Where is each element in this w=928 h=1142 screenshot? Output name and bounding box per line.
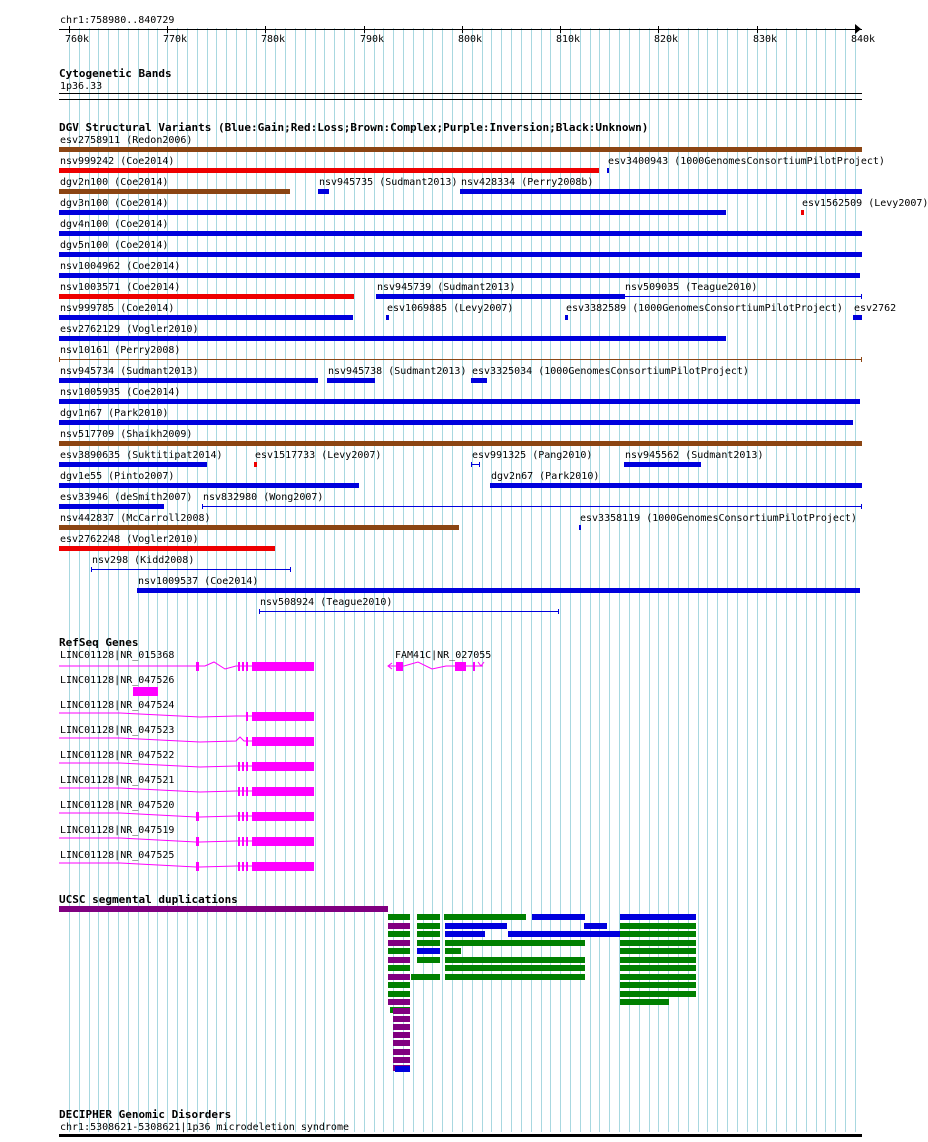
segdup-block[interactable]	[388, 940, 410, 946]
segdup-block[interactable]	[508, 931, 620, 937]
segdup-block[interactable]	[620, 999, 669, 1005]
refseq-gene-label[interactable]: LINC01128|NR_047520	[60, 800, 175, 811]
segdup-block[interactable]	[417, 957, 440, 963]
segdup-block[interactable]	[388, 999, 410, 1005]
dgv-track-title: DGV Structural Variants (Blue:Gain;Red:Loss;Brown:Complex;Purple:Inversion;Black:Unknown)	[59, 121, 649, 134]
dgv-feature-label[interactable]: esv2762248 (Vogler2010)	[60, 534, 199, 545]
dgv-feature-bar[interactable]	[59, 294, 354, 299]
refseq-gene-label[interactable]: LINC01128|NR_047524	[60, 700, 175, 711]
segdup-block[interactable]	[417, 948, 440, 954]
ruler-tick-label: 800k	[458, 34, 483, 45]
dgv-feature-label[interactable]: dgv2n100 (Coe2014)	[60, 177, 169, 188]
exon-block	[252, 662, 314, 671]
dgv-feature-label[interactable]: esv991325 (Pang2010)	[472, 450, 593, 461]
segdup-block[interactable]	[445, 974, 585, 980]
dgv-feature-label[interactable]: esv33946 (deSmith2007)	[60, 492, 193, 503]
dgv-feature-label[interactable]: dgv3n100 (Coe2014)	[60, 198, 169, 209]
cytoband-bar[interactable]	[59, 93, 862, 94]
dgv-feature-bar[interactable]	[59, 315, 353, 320]
dgv-feature-label[interactable]: nsv428334 (Perry2008b)	[461, 177, 594, 188]
dgv-feature-bar[interactable]	[318, 189, 329, 194]
dgv-feature-label[interactable]: nsv832980 (Wong2007)	[203, 492, 324, 503]
ruler-tick	[364, 26, 365, 33]
segdup-block[interactable]	[388, 948, 410, 954]
region-range-label: chr1:758980..840729	[60, 15, 175, 26]
ruler-tick-label: 760k	[65, 34, 90, 45]
segdup-block[interactable]	[620, 974, 696, 980]
segdup-block[interactable]	[445, 948, 461, 954]
ruler-tick	[757, 26, 758, 33]
dgv-feature-line[interactable]	[91, 569, 291, 570]
dgv-feature-bar[interactable]	[59, 441, 862, 446]
dgv-feature-cap	[558, 609, 559, 614]
ruler-tick	[462, 26, 463, 33]
dgv-feature-bar[interactable]	[59, 462, 207, 467]
segdup-block[interactable]	[393, 1040, 410, 1046]
segdup-block[interactable]	[445, 965, 585, 971]
exon-block	[133, 687, 158, 696]
dgv-feature-bar[interactable]	[59, 147, 862, 152]
dgv-feature-label[interactable]: nsv1005935 (Coe2014)	[60, 387, 181, 398]
decipher-track-title: DECIPHER Genomic Disorders	[59, 1108, 232, 1121]
refseq-gene-label[interactable]: LINC01128|NR_047525	[60, 850, 175, 861]
segdup-block[interactable]	[620, 948, 696, 954]
dgv-feature-label[interactable]: nsv945562 (Sudmant2013)	[625, 450, 764, 461]
segdup-block[interactable]	[620, 965, 696, 971]
dgv-feature-bar[interactable]	[59, 168, 599, 173]
segdup-block[interactable]	[388, 923, 410, 929]
intron-line	[59, 863, 252, 867]
refseq-gene-label[interactable]: LINC01128|NR_047523	[60, 725, 175, 736]
intron-line	[59, 713, 252, 717]
segdup-block[interactable]	[445, 923, 507, 929]
ruler-axis-line	[59, 29, 862, 30]
dgv-feature-label[interactable]: dgv1n67 (Park2010)	[60, 408, 169, 419]
dgv-feature-label[interactable]: nsv517709 (Shaikh2009)	[60, 429, 193, 440]
exon-block	[455, 662, 466, 671]
intron-line	[59, 788, 252, 792]
exon-block	[242, 787, 244, 796]
segdup-block[interactable]	[417, 923, 440, 929]
intron-line	[59, 838, 252, 842]
dgv-feature-label[interactable]: dgv2n67 (Park2010)	[491, 471, 600, 482]
segdup-block[interactable]	[417, 940, 440, 946]
dgv-feature-bar[interactable]	[59, 546, 275, 551]
segdup-block[interactable]	[620, 923, 696, 929]
dgv-feature-line[interactable]	[624, 296, 862, 297]
segdup-block[interactable]	[395, 1066, 410, 1072]
dgv-feature-label[interactable]: esv3382589 (1000GenomesConsortiumPilotProject)	[566, 303, 843, 314]
segdup-block[interactable]	[620, 931, 696, 937]
dgv-feature-bar[interactable]	[853, 315, 862, 320]
cytoband-bar-lower	[59, 99, 862, 100]
ruler-tick-label: 840k	[851, 34, 876, 45]
ruler-tick	[658, 26, 659, 33]
exon-block	[238, 837, 240, 846]
intron-line	[59, 737, 252, 742]
exon-block	[252, 762, 314, 771]
segdup-block[interactable]	[388, 931, 410, 937]
dgv-feature-bar[interactable]	[59, 420, 853, 425]
dgv-feature-cap	[59, 357, 60, 362]
segdup-block[interactable]	[445, 957, 585, 963]
dgv-feature-bar[interactable]	[490, 483, 862, 488]
ruler-arrow-icon	[855, 24, 861, 34]
dgv-feature-bar[interactable]	[386, 315, 389, 320]
segdup-block[interactable]	[393, 1024, 410, 1030]
segdup-block[interactable]	[393, 1016, 410, 1022]
dgv-feature-bar[interactable]	[59, 273, 860, 278]
exon-block	[242, 762, 244, 771]
intron-line	[59, 763, 252, 767]
segdup-block[interactable]	[620, 914, 696, 920]
dgv-feature-bar[interactable]	[59, 378, 318, 383]
exon-block	[242, 812, 244, 821]
segdup-block[interactable]	[388, 982, 410, 988]
segdup-block[interactable]	[393, 1008, 410, 1014]
dgv-feature-cap	[202, 504, 203, 509]
ruler-tick	[69, 26, 70, 33]
dgv-feature-label[interactable]: dgv4n100 (Coe2014)	[60, 219, 169, 230]
dgv-feature-label[interactable]: nsv999785 (Coe2014)	[60, 303, 175, 314]
segdup-block[interactable]	[411, 974, 440, 980]
exon-block	[252, 862, 314, 871]
dgv-feature-bar[interactable]	[59, 189, 290, 194]
dgv-feature-cap	[471, 462, 472, 467]
dgv-feature-bar[interactable]	[327, 378, 375, 383]
segdup-block[interactable]	[393, 1049, 410, 1055]
dgv-feature-bar[interactable]	[624, 462, 701, 467]
exon-block	[238, 762, 240, 771]
segdup-block[interactable]	[620, 982, 696, 988]
dgv-feature-bar[interactable]	[59, 504, 164, 509]
segdup-block[interactable]	[584, 923, 607, 929]
dgv-feature-label[interactable]: esv1517733 (Levy2007)	[255, 450, 382, 461]
exon-block	[473, 662, 475, 671]
dgv-feature-label[interactable]: nsv508924 (Teague2010)	[260, 597, 393, 608]
exon-block	[196, 837, 199, 846]
decipher-bar[interactable]	[59, 1134, 862, 1137]
dgv-feature-label[interactable]: nsv1009537 (Coe2014)	[138, 576, 259, 587]
dgv-feature-cap	[861, 504, 862, 509]
exon-block	[252, 712, 314, 721]
dgv-feature-label[interactable]: esv1562509 (Levy2007)	[802, 198, 928, 209]
segdup-block[interactable]	[620, 957, 696, 963]
dgv-feature-bar[interactable]	[579, 525, 581, 530]
ruler-tick-label: 780k	[261, 34, 286, 45]
ruler-tick-label: 830k	[753, 34, 778, 45]
exon-block	[246, 812, 248, 821]
dgv-feature-label[interactable]: esv3890635 (Suktitipat2014)	[60, 450, 223, 461]
segdup-block[interactable]	[388, 914, 410, 920]
exon-block	[196, 662, 199, 671]
dgv-feature-label[interactable]: nsv509035 (Teague2010)	[625, 282, 758, 293]
dgv-feature-cap	[479, 462, 480, 467]
segdup-block[interactable]	[388, 957, 410, 963]
exon-block	[238, 812, 240, 821]
exon-block	[196, 812, 199, 821]
dgv-feature-bar[interactable]	[254, 462, 257, 467]
segdup-block[interactable]	[393, 1032, 410, 1038]
refseq-gene-label[interactable]: LINC01128|NR_047519	[60, 825, 175, 836]
dgv-feature-bar[interactable]	[59, 231, 862, 236]
segdup-block[interactable]	[620, 991, 696, 997]
dgv-feature-bar[interactable]	[59, 525, 459, 530]
segdup-block[interactable]	[445, 940, 585, 946]
exon-block	[246, 837, 248, 846]
segdup-block[interactable]	[388, 974, 410, 980]
dgv-feature-label[interactable]: nsv442837 (McCarroll2008)	[60, 513, 211, 524]
exon-block	[242, 837, 244, 846]
ruler-tick	[560, 26, 561, 33]
dgv-feature-bar[interactable]	[59, 252, 862, 257]
segdup-block[interactable]	[393, 1057, 410, 1063]
refseq-track-title: RefSeq Genes	[59, 636, 139, 649]
refseq-gene-models[interactable]	[0, 640, 890, 880]
dgv-feature-label[interactable]: nsv999242 (Coe2014)	[60, 156, 175, 167]
strand-arrow-icon	[478, 662, 484, 666]
segdup-block[interactable]	[388, 965, 410, 971]
dgv-feature-label[interactable]: esv3325034 (1000GenomesConsortiumPilotProject)	[472, 366, 749, 377]
refseq-gene-label[interactable]: LINC01128|NR_015368	[60, 650, 175, 661]
ruler-tick-label: 810k	[556, 34, 581, 45]
ruler-tick	[167, 26, 168, 33]
exon-block	[246, 737, 248, 746]
segdup-block[interactable]	[388, 991, 410, 997]
segdup-block[interactable]	[620, 940, 696, 946]
exon-block	[252, 837, 314, 846]
exon-block	[396, 662, 403, 671]
exon-block	[246, 862, 248, 871]
segdup-block[interactable]	[59, 906, 388, 912]
dgv-feature-label[interactable]: nsv945735 (Sudmant2013)	[319, 177, 458, 188]
dgv-feature-line[interactable]	[259, 611, 559, 612]
dgv-feature-cap	[259, 609, 260, 614]
segdup-track-title: UCSC segmental duplications	[59, 893, 238, 906]
dgv-feature-bar[interactable]	[376, 294, 624, 299]
cytoband-label: 1p36.33	[60, 81, 103, 92]
dgv-feature-line[interactable]	[202, 506, 862, 507]
dgv-feature-label[interactable]: esv3358119 (1000GenomesConsortiumPilotProject)	[580, 513, 857, 524]
dgv-feature-label[interactable]: nsv298 (Kidd2008)	[92, 555, 195, 566]
exon-block	[242, 662, 244, 671]
dgv-feature-cap	[861, 357, 862, 362]
dgv-feature-bar[interactable]	[137, 588, 860, 593]
dgv-feature-cap	[91, 567, 92, 572]
refseq-gene-label[interactable]: LINC01128|NR_047522	[60, 750, 175, 761]
dgv-feature-label[interactable]: dgv5n100 (Coe2014)	[60, 240, 169, 251]
exon-block	[252, 787, 314, 796]
intron-line	[59, 662, 252, 669]
segdup-block[interactable]	[417, 931, 440, 937]
dgv-feature-bar[interactable]	[607, 168, 609, 173]
dgv-feature-bar[interactable]	[59, 399, 860, 404]
exon-block	[252, 812, 314, 821]
ruler-tick-label: 770k	[163, 34, 188, 45]
exon-block	[246, 762, 248, 771]
ruler-tick-label: 790k	[360, 34, 385, 45]
exon-block	[246, 787, 248, 796]
exon-block	[246, 712, 248, 721]
dgv-feature-bar[interactable]	[460, 189, 862, 194]
dgv-feature-bar[interactable]	[59, 483, 359, 488]
exon-block	[238, 862, 240, 871]
dgv-feature-label[interactable]: nsv945739 (Sudmant2013)	[377, 282, 516, 293]
refseq-gene-label[interactable]: LINC01128|NR_047521	[60, 775, 175, 786]
dgv-feature-label[interactable]: esv2762	[854, 303, 897, 314]
dgv-feature-label[interactable]: esv2762129 (Vogler2010)	[60, 324, 199, 335]
dgv-feature-label[interactable]: nsv1004962 (Coe2014)	[60, 261, 181, 272]
dgv-feature-cap	[624, 294, 625, 299]
dgv-feature-cap	[861, 294, 862, 299]
dgv-feature-line[interactable]	[59, 359, 862, 360]
intron-line	[59, 813, 252, 817]
dgv-feature-bar[interactable]	[59, 210, 726, 215]
exon-block	[238, 787, 240, 796]
exon-block	[238, 662, 240, 671]
ruler-tick	[265, 26, 266, 33]
dgv-feature-label[interactable]: esv1069885 (Levy2007)	[387, 303, 514, 314]
ruler-tick-label: 820k	[654, 34, 679, 45]
segdup-block[interactable]	[417, 914, 440, 920]
dgv-feature-bar[interactable]	[801, 210, 804, 215]
refseq-gene-label[interactable]: LINC01128|NR_047526	[60, 675, 175, 686]
segdup-block[interactable]	[445, 931, 485, 937]
dgv-feature-label[interactable]: nsv945738 (Sudmant2013)	[328, 366, 467, 377]
exon-block	[242, 862, 244, 871]
dgv-feature-bar[interactable]	[565, 315, 568, 320]
exon-block	[252, 737, 314, 746]
dgv-feature-label[interactable]: dgv1e55 (Pinto2007)	[60, 471, 175, 482]
cytoband-track-title: Cytogenetic Bands	[59, 67, 172, 80]
segdup-block[interactable]	[444, 914, 526, 920]
dgv-feature-label[interactable]: nsv945734 (Sudmant2013)	[60, 366, 199, 377]
dgv-feature-bar[interactable]	[59, 336, 726, 341]
decipher-item-label[interactable]: chr1:5308621-5308621|1p36 microdeletion syndrome	[60, 1122, 349, 1133]
exon-block	[196, 862, 199, 871]
dgv-feature-bar[interactable]	[471, 378, 487, 383]
refseq-gene-label[interactable]: FAM41C|NR_027055	[395, 650, 492, 661]
dgv-feature-label[interactable]: nsv10161 (Perry2008)	[60, 345, 181, 356]
segdup-block[interactable]	[532, 914, 585, 920]
dgv-feature-label[interactable]: nsv1003571 (Coe2014)	[60, 282, 181, 293]
exon-block	[246, 662, 248, 671]
dgv-feature-cap	[290, 567, 291, 572]
dgv-feature-label[interactable]: esv2758911 (Redon2006)	[60, 135, 193, 146]
dgv-feature-label[interactable]: esv3400943 (1000GenomesConsortiumPilotProject)	[608, 156, 885, 167]
